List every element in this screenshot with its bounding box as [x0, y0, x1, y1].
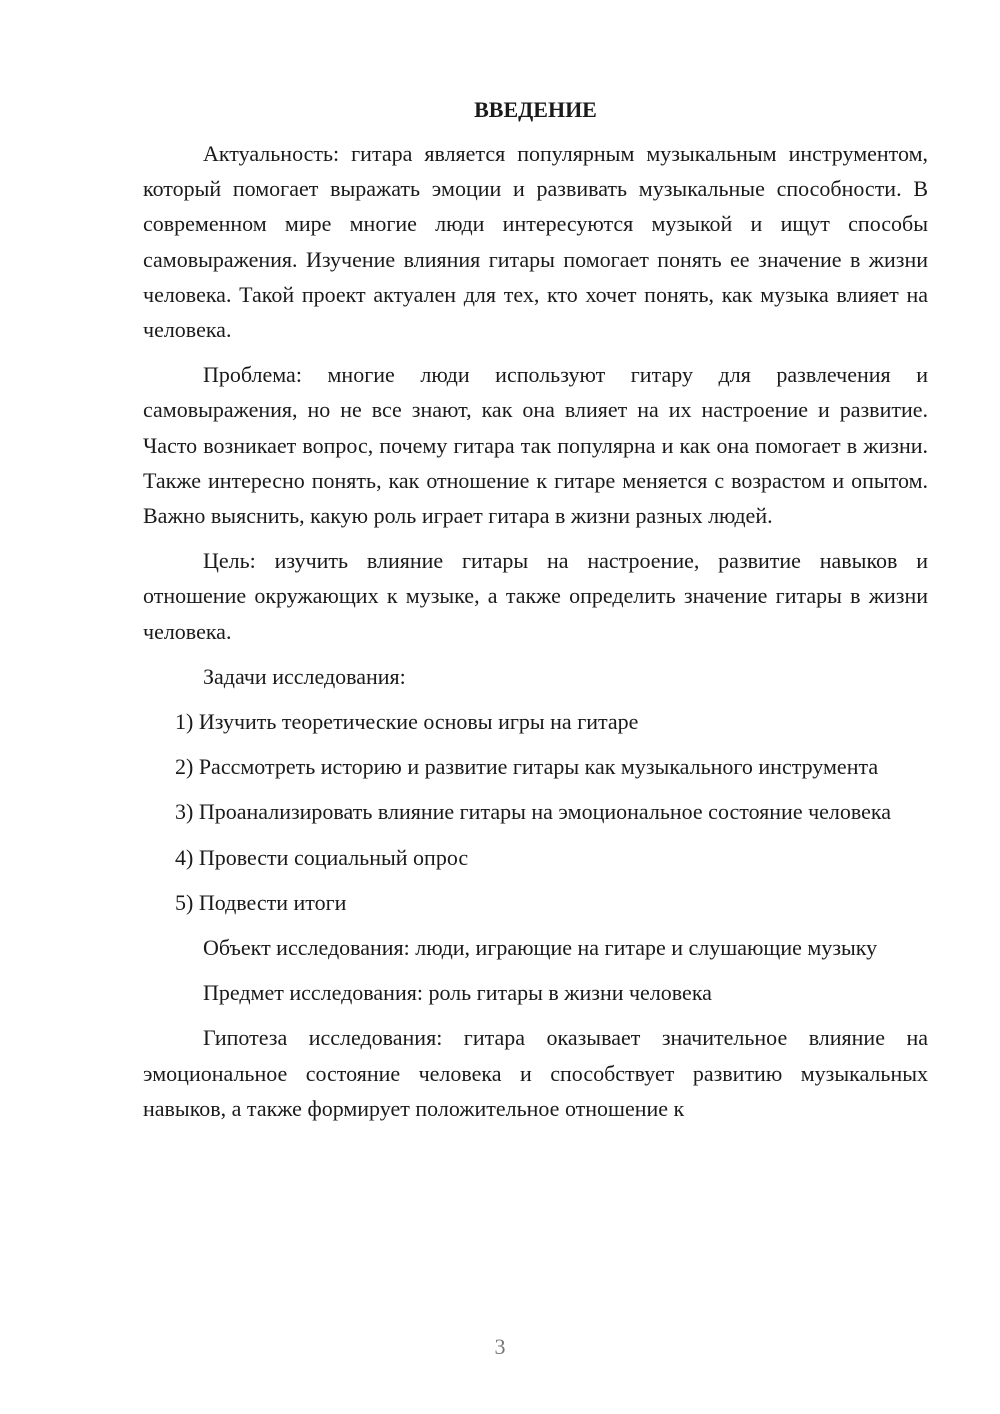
list-item-task-3: 3) Проанализировать влияние гитары на эмоциональное состояние человека	[175, 799, 892, 825]
paragraph-relevance: Актуальность: гитара является популярным музыкальным инструментом, который помогает выражать эмоции и развивать музыкальные способности. В современном мире многие люди интересуются музыкой и ищут способы самовыражения. Изучение влияния гитары помогает понять ее значение в жизни человека. Такой проект актуален для тех, кто хочет понять, как музыка влияет на человека.	[143, 141, 928, 343]
paragraph-subject: Предмет исследования: роль гитары в жизни человека	[203, 980, 712, 1006]
list-item-task-2: 2) Рассмотреть историю и развитие гитары как музыкального инструмента	[175, 754, 879, 780]
tasks-heading: Задачи исследования:	[203, 663, 406, 689]
paragraph-object: Объект исследования: люди, играющие на гитаре и слушающие музыку	[203, 935, 878, 961]
list-item-task-1: 1) Изучить теоретические основы игры на гитаре	[175, 709, 639, 735]
paragraph-goal: Цель: изучить влияние гитары на настроение, развитие навыков и отношение окружающих к музыке, а также определить значение гитары в жизни человека.	[143, 548, 928, 644]
list-item-task-4: 4) Провести социальный опрос	[175, 844, 469, 870]
list-item-task-5: 5) Подвести итоги	[175, 889, 347, 915]
paragraph-hypothesis: Гипотеза исследования: гитара оказывает значительное влияние на эмоциональное состояние человека и способствует развитию музыкальных навыков, а также формирует положительное отношение к	[143, 1025, 928, 1121]
page-number: 3	[494, 1334, 506, 1359]
page-title: ВВЕДЕНИЕ	[474, 97, 597, 122]
paragraph-problem: Проблема: многие люди используют гитару для развлечения и самовыражения, но не все знают, как она влияет на их настроение и развитие. Часто возникает вопрос, почему гитара так популярна и как она помогает в жизни. Также интересно понять, как отношение к гитаре меняется с возрастом и опытом. Важно выяснить, какую роль играет гитара в жизни разных людей.	[143, 362, 928, 529]
document-page	[143, 96, 928, 1136]
